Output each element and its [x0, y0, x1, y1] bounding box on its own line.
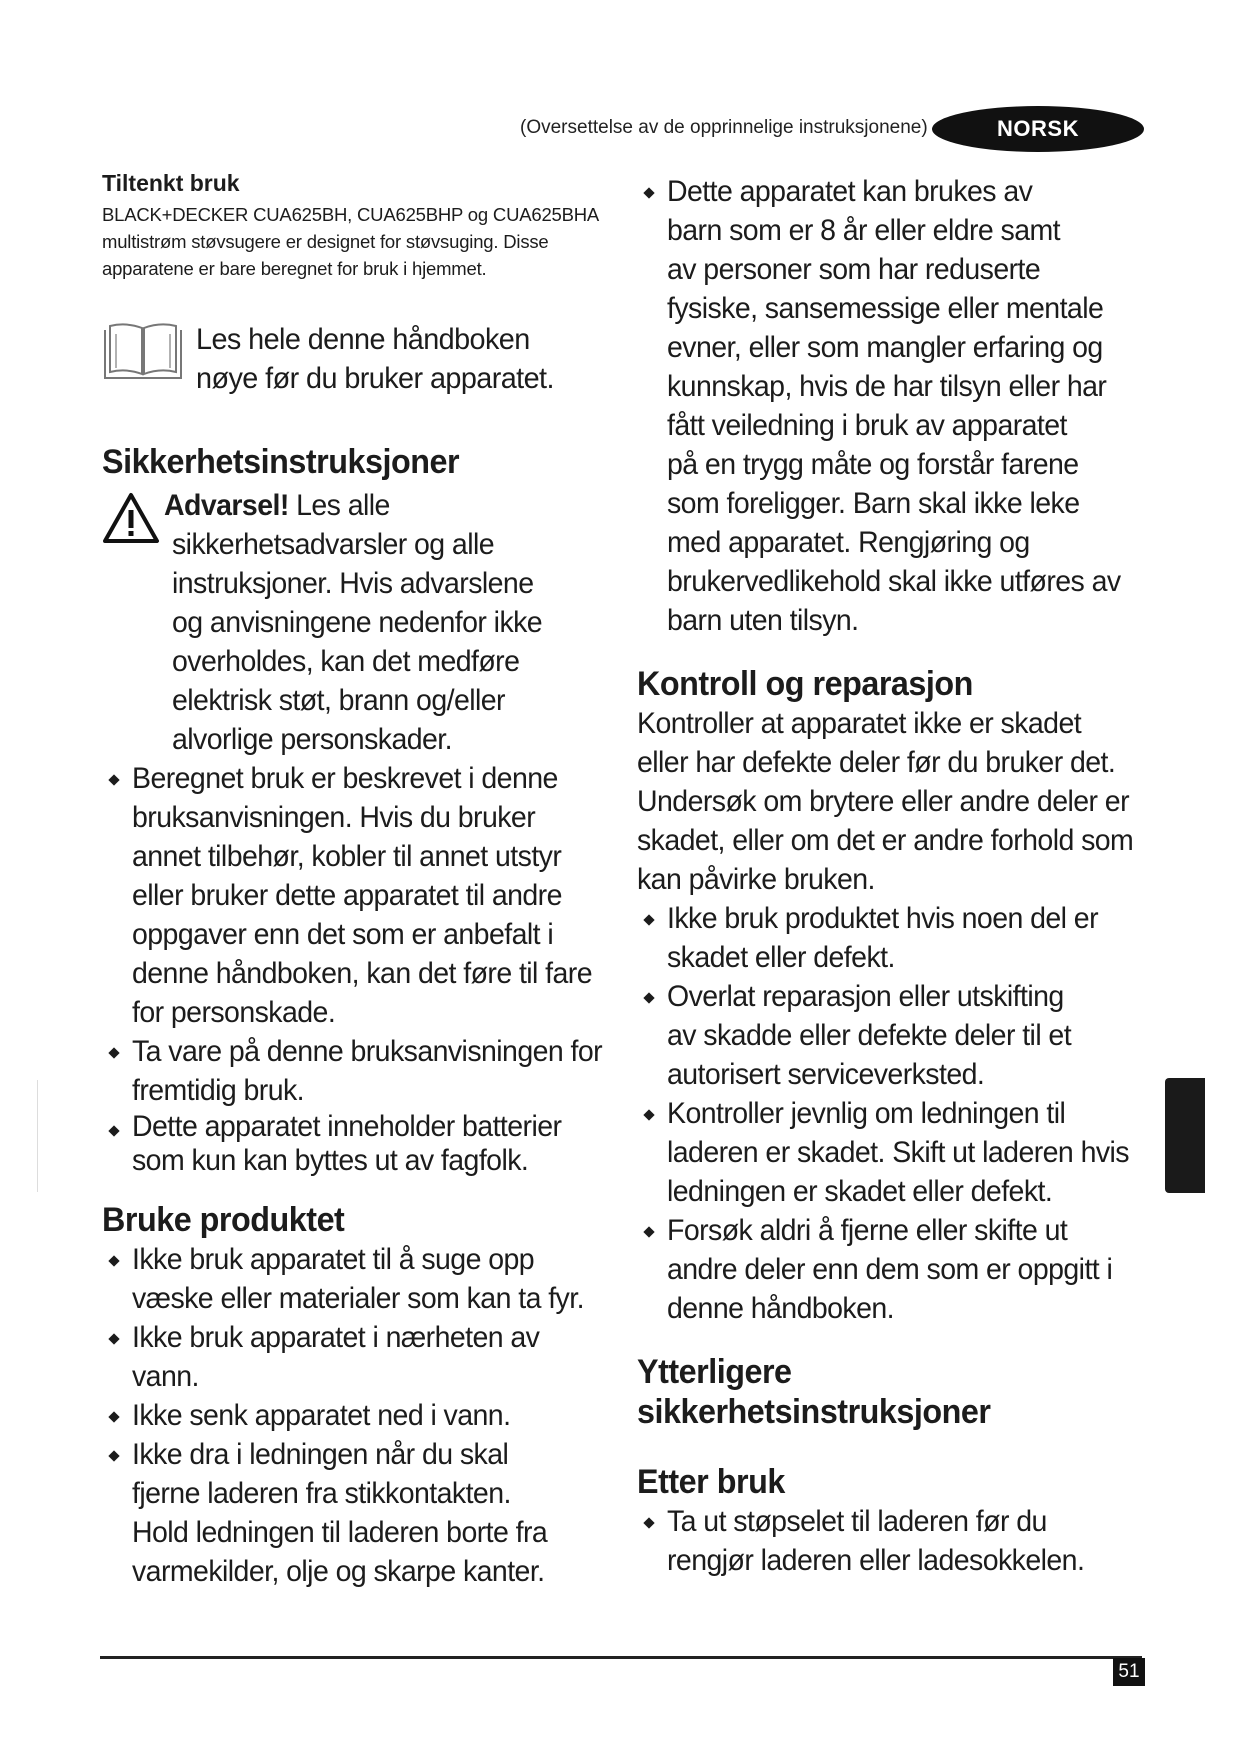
inspection-heading: Kontroll og reparasjon	[637, 665, 973, 703]
bullet-line: barn uten tilsyn.	[667, 604, 859, 637]
bullet-line: Beregnet bruk er beskrevet i denne	[132, 762, 558, 795]
bullet-line: oppgaver enn det som er anbefalt i	[132, 918, 554, 951]
bullet-line: annet tilbehør, kobler til annet utstyr	[132, 840, 562, 873]
bullet-line: fått veiledning i bruk av apparatet	[667, 409, 1067, 442]
intended-use-title: Tiltenkt bruk	[102, 170, 240, 196]
inspection-line: kan påvirke bruken.	[637, 863, 875, 896]
bullet-line: av personer som har reduserte	[667, 253, 1041, 286]
list-item	[637, 977, 1157, 1094]
bullet-diamond-icon	[643, 1226, 654, 1237]
footer-rule	[100, 1656, 1142, 1659]
warning-line: overholdes, kan det medføre	[172, 645, 520, 678]
safety-bullet-list	[102, 759, 622, 1178]
using-bullet-list	[102, 1240, 622, 1591]
bullet-line: rengjør laderen eller ladesokkelen.	[667, 1544, 1085, 1577]
list-item	[102, 759, 622, 1032]
language-badge: NORSK	[932, 106, 1144, 152]
list-item	[102, 1318, 622, 1396]
list-item	[102, 1032, 622, 1110]
bullet-diamond-icon	[643, 1517, 654, 1528]
header-translation-note: (Oversettelse av de opprinnelige instruksjonene)	[520, 117, 928, 138]
bullet-line: Ikke dra i ledningen når du skal	[132, 1438, 509, 1471]
inspection-text	[637, 704, 1157, 899]
intended-use-text	[102, 201, 622, 282]
bullet-diamond-icon	[108, 1411, 119, 1422]
margin-line	[37, 1080, 38, 1192]
list-item	[102, 1240, 622, 1318]
intended-use-line: apparatene er bare beregnet for bruk i hjemmet.	[102, 258, 487, 279]
warning-line: elektrisk støt, brann og/eller	[172, 684, 505, 717]
inspection-line: eller har defekte deler før du bruker det.	[637, 746, 1116, 779]
read-manual-line: nøye før du bruker apparatet.	[196, 362, 554, 395]
bullet-line: denne håndboken.	[667, 1292, 895, 1325]
bullet-line: fysiske, sansemessige eller mentale	[667, 292, 1104, 325]
bullet-line: kunnskap, hvis de har tilsyn eller har	[667, 370, 1107, 403]
book-icon	[102, 322, 184, 382]
bullet-line: Dette apparatet kan brukes av	[667, 175, 1033, 208]
bullet-diamond-icon	[643, 914, 654, 925]
bullet-diamond-icon	[108, 1333, 119, 1344]
warning-triangle-icon	[102, 492, 160, 544]
bullet-diamond-icon	[643, 1109, 654, 1120]
list-item	[637, 1502, 1157, 1580]
bullet-line: Ikke bruk apparatet i nærheten av	[132, 1321, 540, 1354]
warning-line: instruksjoner. Hvis advarslene	[172, 567, 534, 600]
using-heading: Bruke produktet	[102, 1201, 345, 1239]
warning-first-line: Les alle	[288, 489, 390, 522]
bullet-line: Ta ut støpselet til laderen før du	[667, 1505, 1047, 1538]
read-manual-notice	[102, 320, 622, 398]
warning-line: sikkerhetsadvarsler og alle	[172, 528, 495, 561]
inspection-line: Undersøk om brytere eller andre deler er	[637, 785, 1129, 818]
list-item	[102, 1110, 622, 1178]
page-number: 51	[1113, 1658, 1145, 1686]
bullet-line: evner, eller som mangler erfaring og	[667, 331, 1103, 364]
read-manual-line: Les hele denne håndboken	[196, 323, 530, 356]
list-item	[102, 1435, 622, 1591]
list-item	[637, 172, 1157, 640]
bullet-line: væske eller materialer som kan ta fyr.	[132, 1282, 584, 1315]
bullet-line: fjerne laderen fra stikkontakten.	[132, 1477, 511, 1510]
bullet-line: skadet eller defekt.	[667, 941, 895, 974]
warning-line: og anvisningene nedenfor ikke	[172, 606, 543, 639]
inspection-line: Kontroller at apparatet ikke er skadet	[637, 707, 1082, 740]
additional-heading-line: Ytterligere	[637, 1353, 792, 1391]
list-item	[637, 1211, 1157, 1328]
bullet-diamond-icon	[108, 1125, 119, 1136]
bullet-line: som foreligger. Barn skal ikke leke	[667, 487, 1080, 520]
warning-block	[102, 486, 622, 759]
warning-line: alvorlige personskader.	[172, 723, 452, 756]
intended-use-line: BLACK+DECKER CUA625BH, CUA625BHP og CUA625BHA	[102, 204, 600, 225]
bullet-line: varmekilder, olje og skarpe kanter.	[132, 1555, 545, 1588]
bullet-line: laderen er skadet. Skift ut laderen hvis	[667, 1136, 1129, 1169]
bullet-line: Ikke bruk apparatet til å suge opp	[132, 1243, 535, 1276]
bullet-line: vann.	[132, 1360, 199, 1393]
bullet-line: autorisert serviceverksted.	[667, 1058, 985, 1091]
list-item	[637, 899, 1157, 977]
section-side-tab	[1165, 1078, 1205, 1193]
additional-heading-line: sikkerhetsinstruksjoner	[637, 1393, 991, 1431]
read-manual-text	[196, 320, 554, 398]
inspection-line: skadet, eller om det er andre forhold som	[637, 824, 1134, 857]
bullet-line: Ta vare på denne bruksanvisningen for	[132, 1035, 603, 1068]
bullet-diamond-icon	[643, 187, 654, 198]
bullet-line: ledningen er skadet eller defekt.	[667, 1175, 1053, 1208]
bullet-line: brukervedlikehold skal ikke utføres av	[667, 565, 1121, 598]
warning-label: Advarsel!	[164, 489, 289, 522]
bullet-line: Overlat reparasjon eller utskifting	[667, 980, 1064, 1013]
after-use-heading: Etter bruk	[637, 1463, 785, 1501]
children-bullet-list	[637, 172, 1157, 640]
bullet-diamond-icon	[643, 992, 654, 1003]
list-item	[637, 1094, 1157, 1211]
safety-heading: Sikkerhetsinstruksjoner	[102, 443, 460, 481]
warning-text	[102, 486, 622, 759]
bullet-line: som kun kan byttes ut av fagfolk.	[132, 1144, 529, 1177]
left-column	[102, 170, 622, 1591]
bullet-line: fremtidig bruk.	[132, 1074, 305, 1107]
inspection-bullet-list	[637, 899, 1157, 1328]
bullet-line: på en trygg måte og forstår farene	[667, 448, 1079, 481]
bullet-diamond-icon	[108, 774, 119, 785]
bullet-line: andre deler enn dem som er oppgitt i	[667, 1253, 1113, 1286]
bullet-line: med apparatet. Rengjøring og	[667, 526, 1030, 559]
intended-use-line: multistrøm støvsugere er designet for støvsuging. Disse	[102, 231, 549, 252]
bullet-line: Kontroller jevnlig om ledningen til	[667, 1097, 1066, 1130]
bullet-line: Dette apparatet inneholder batterier	[132, 1110, 562, 1143]
bullet-line: Ikke senk apparatet ned i vann.	[132, 1399, 511, 1432]
bullet-diamond-icon	[108, 1047, 119, 1058]
bullet-line: Ikke bruk produktet hvis noen del er	[667, 902, 1098, 935]
bullet-line: denne håndboken, kan det føre til fare	[132, 957, 593, 990]
after-use-bullet-list	[637, 1502, 1157, 1580]
bullet-line: av skadde eller defekte deler til et	[667, 1019, 1072, 1052]
bullet-line: Forsøk aldri å fjerne eller skifte ut	[667, 1214, 1068, 1247]
bullet-line: eller bruker dette apparatet til andre	[132, 879, 562, 912]
bullet-line: Hold ledningen til laderen borte fra	[132, 1516, 548, 1549]
bullet-line: bruksanvisningen. Hvis du bruker	[132, 801, 536, 834]
bullet-diamond-icon	[108, 1255, 119, 1266]
list-item	[102, 1396, 622, 1435]
bullet-line: barn som er 8 år eller eldre samt	[667, 214, 1061, 247]
right-column	[637, 172, 1157, 1580]
bullet-line: for personskade.	[132, 996, 336, 1029]
bullet-diamond-icon	[108, 1450, 119, 1461]
